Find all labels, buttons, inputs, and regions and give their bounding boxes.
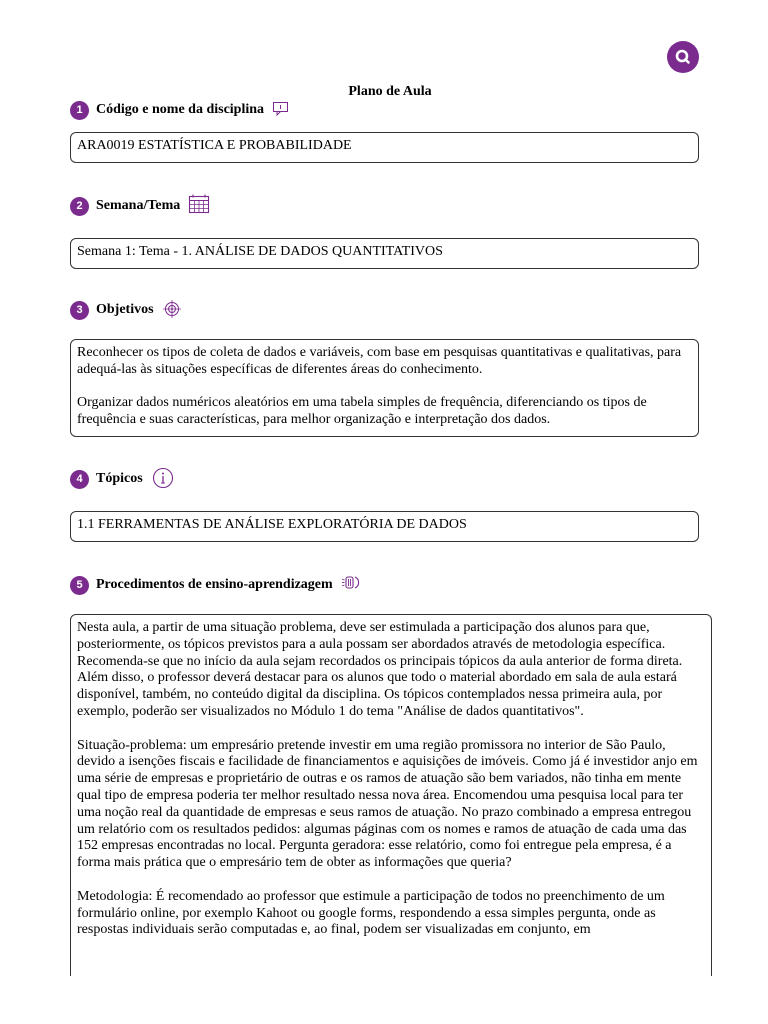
section-label: Semana/Tema [96,198,181,213]
section-4-header [70,468,175,490]
section-number: 1 [70,101,89,120]
teaching-icon [341,573,363,598]
section-5-header [70,574,363,596]
procedure-paragraph: Metodologia: É recomendado ao professor que estimule a participação de todos no preenchimento de um formulário online, por exemplo Kahoot ou google forms, respondendo a essa simples pergunta, onde as respostas individuais serão computadas e, ao final, podem ser visualizadas em conjunto, em [77,888,665,938]
objective-item: Organizar dados numéricos aleatórios em uma tabela simples de frequência, diferenciando os tipos de frequência e suas características, para melhor organização e interpretação dos dados. [77,395,647,428]
search-icon [667,41,699,73]
procedure-paragraph: Situação-problema: um empresário pretende investir em uma região promissora no interior de São Paulo, devido a isenções fiscais e facilidade de financiamentos e aquisições de imóveis. Como já é investidor anjo em uma série de empresas e proprietário de outras e os ramos de atuação são bem variados, não tinha em mente qual tipo de empresa poderia ter melhor resultado nessa nova área. Encomendou uma pesquisa local para ter uma noção real da quantidade de empresas e seus ramos de atuação. No prazo combinado a empresa entregou um relatório com os resultados pedidos: algumas páginas com os nomes e ramos de atuação de cada uma das 152 empresas encontradas no local. Pergunta geradora: esse relatório, como foi entregue pela empresa, é a forma mais prática que o empresário tem de obter as informações que queria? [77,737,698,871]
section-number: 2 [70,197,89,216]
section-number: 4 [70,470,89,489]
objective-item: Reconhecer os tipos de coleta de dados e variáveis, com base em pesquisas quantitativas e qualitativas, para adequá-las às situações específicas de diferentes áreas do conhecimento. [77,345,682,377]
section-label: Procedimentos de ensino-aprendizagem [96,577,333,592]
topics-box [70,511,699,542]
discipline-box [70,132,699,163]
logo [667,41,699,73]
section-2-header [70,195,210,217]
objectives-box [70,339,699,437]
week-theme-box [70,238,699,269]
page-title: Plano de Aula [348,84,432,99]
page-icon [272,100,290,121]
discipline-text: ARA0019 ESTATÍSTICA E PROBABILIDADE [77,138,352,153]
section-label: Código e nome da disciplina [96,102,265,117]
section-number: 5 [70,576,89,595]
section-label: Objetivos [96,302,154,317]
topic-item: 1.1 FERRAMENTAS DE ANÁLISE EXPLORATÓRIA DE DADOS [77,517,467,532]
info-icon [151,465,175,494]
section-label: Tópicos [96,471,143,486]
section-3-header [70,299,182,321]
procedures-viewport [70,614,712,976]
procedure-paragraph: Nesta aula, a partir de uma situação problema, deve ser estimulada a participação dos alunos para que, posteriormente, os tópicos previstos para a aula possam ser abordados através de metodologia específica. Recomenda-se que no início da aula sejam recordados os principais tópicos da aula anterior de forma direta. Além disso, o professor deverá destacar para os alunos que todo o material abordado em sala de aula estará disponível, também, no conteúdo digital da disciplina. Os tópicos contemplados nessa primeira aula, por exemplo, poderão ser visualizados no Módulo 1 do tema "Análise de dados quantitativos". [77,620,683,719]
section-number: 3 [70,301,89,320]
calendar-icon [188,193,210,220]
procedures-box [70,614,712,976]
week-theme-text: Semana 1: Tema - 1. ANÁLISE DE DADOS QUANTITATIVOS [77,244,443,259]
target-icon [162,298,182,323]
section-1-header [70,99,290,121]
